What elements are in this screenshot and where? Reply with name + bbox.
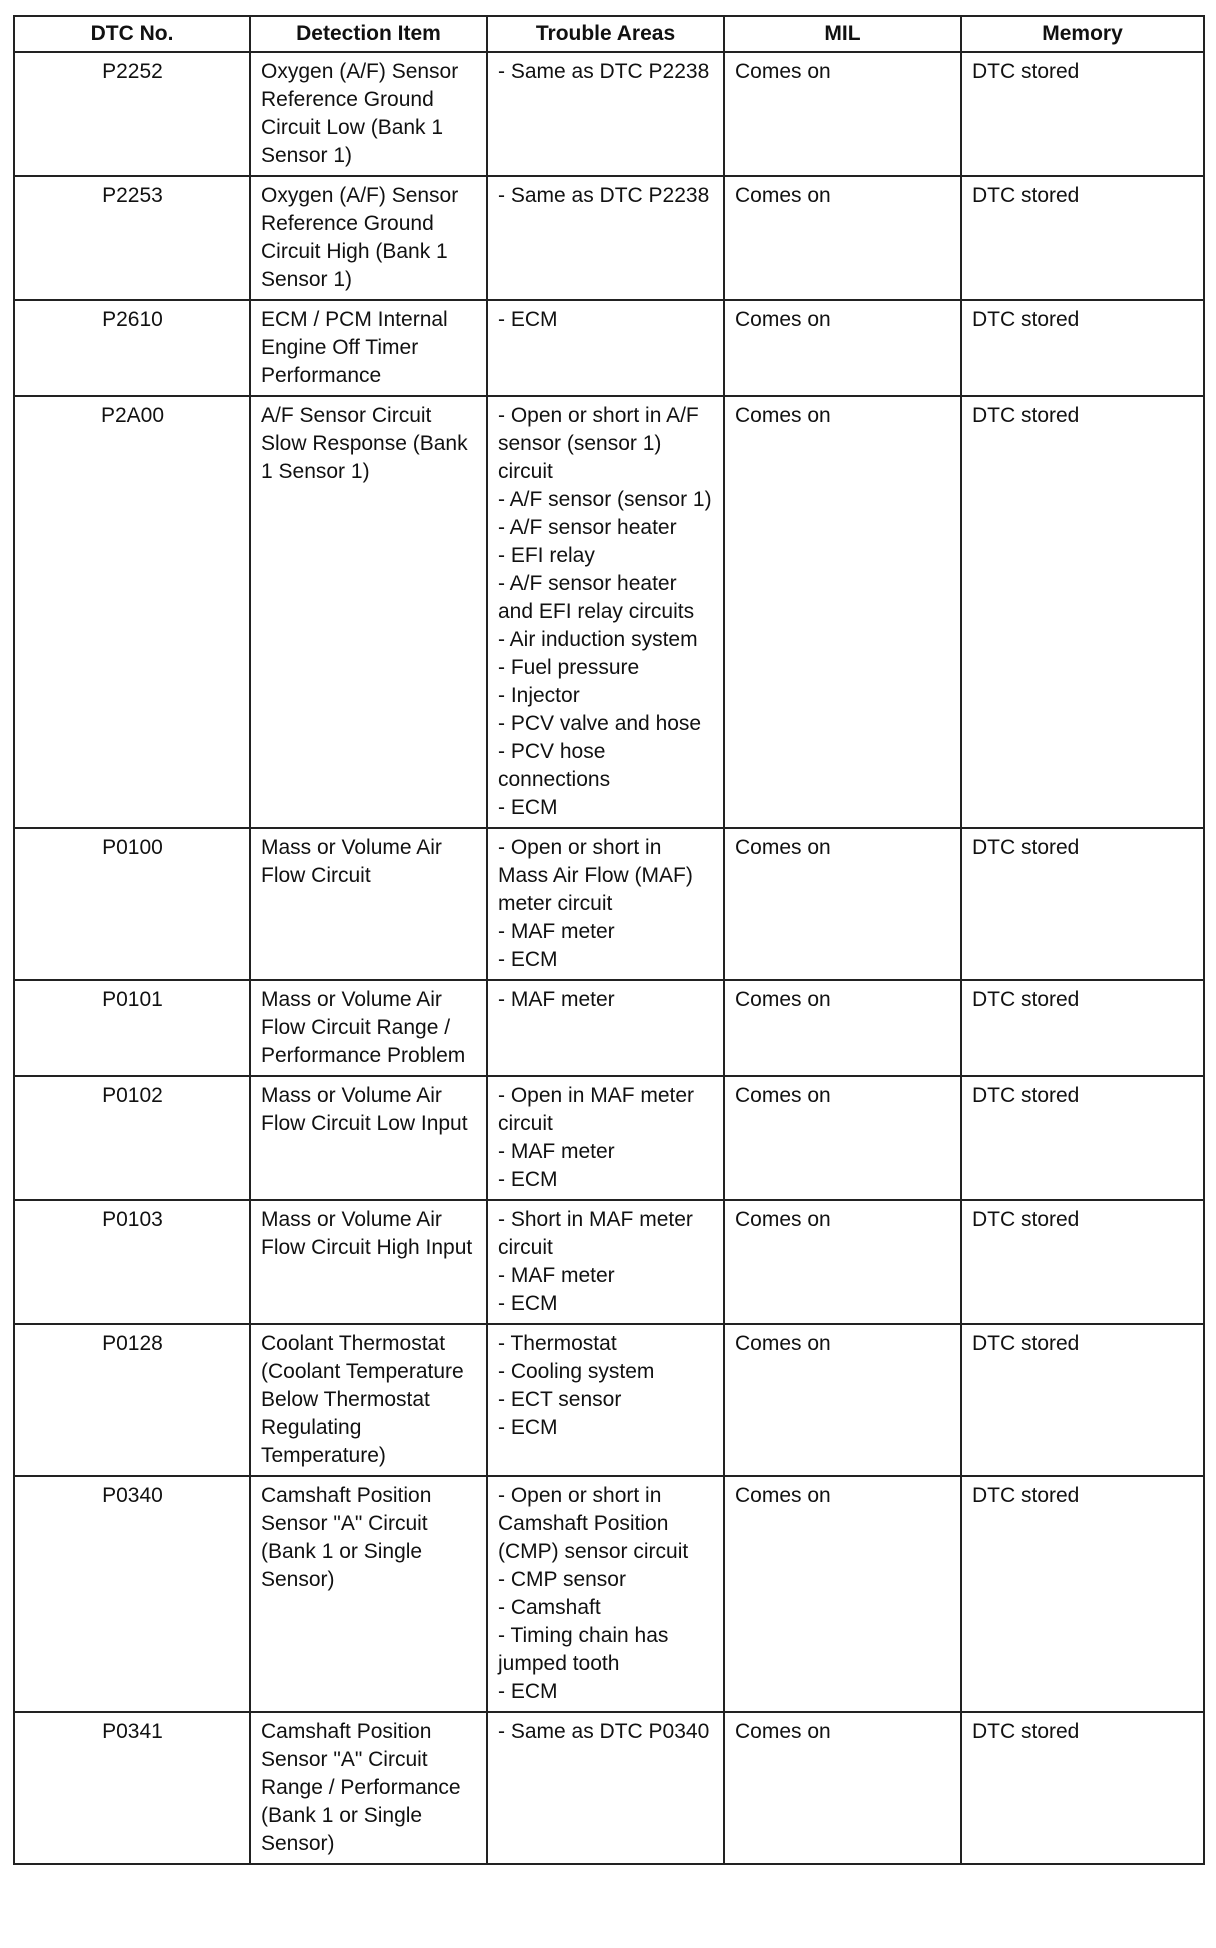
table-row: [14, 980, 1204, 1076]
mil-cell: Comes on: [724, 300, 961, 396]
memory-cell: DTC stored: [961, 52, 1204, 176]
table-row: [14, 300, 1204, 396]
detection-item-cell: ECM / PCM Internal Engine Off Timer Performance: [250, 300, 487, 396]
dtc-code-cell: P0128: [14, 1324, 250, 1476]
trouble-area-line: - Camshaft: [498, 1596, 601, 1619]
trouble-area-line: - ECM: [498, 948, 558, 971]
detection-item-cell: Mass or Volume Air Flow Circuit Low Input: [250, 1076, 487, 1200]
memory-cell: DTC stored: [961, 176, 1204, 300]
table-row: [14, 396, 1204, 828]
trouble-area-line: - Open or short in Mass Air Flow (MAF) meter circuit: [498, 836, 693, 915]
table-row: [14, 1712, 1204, 1864]
memory-cell: DTC stored: [961, 980, 1204, 1076]
trouble-area-line: - MAF meter: [498, 1264, 615, 1287]
trouble-area-line: - Thermostat: [498, 1332, 617, 1355]
table-row: [14, 1200, 1204, 1324]
detection-item-cell: Oxygen (A/F) Sensor Reference Ground Circuit High (Bank 1 Sensor 1): [250, 176, 487, 300]
detection-item-cell: Camshaft Position Sensor "A" Circuit (Bank 1 or Single Sensor): [250, 1476, 487, 1712]
trouble-area-line: - A/F sensor (sensor 1): [498, 488, 712, 511]
trouble-area-line: - ECM: [498, 1168, 558, 1191]
detection-item-cell: A/F Sensor Circuit Slow Response (Bank 1 Sensor 1): [250, 396, 487, 828]
header-detection-item: Detection Item: [250, 16, 487, 52]
table-body: [14, 52, 1204, 1864]
mil-cell: Comes on: [724, 1076, 961, 1200]
memory-cell: DTC stored: [961, 1200, 1204, 1324]
dtc-code-cell: P0101: [14, 980, 250, 1076]
mil-cell: Comes on: [724, 1476, 961, 1712]
trouble-area-line: - ECM: [498, 1416, 558, 1439]
trouble-areas-cell: [487, 176, 724, 300]
dtc-code-cell: P0341: [14, 1712, 250, 1864]
memory-cell: DTC stored: [961, 1324, 1204, 1476]
trouble-area-line: - Fuel pressure: [498, 656, 640, 679]
trouble-area-line: - ECM: [498, 1680, 558, 1703]
detection-item-cell: Coolant Thermostat (Coolant Temperature Below Thermostat Regulating Temperature): [250, 1324, 487, 1476]
trouble-area-line: - ECM: [498, 796, 558, 819]
dtc-code-cell: P0102: [14, 1076, 250, 1200]
trouble-area-line: - Cooling system: [498, 1360, 655, 1383]
detection-item-cell: Mass or Volume Air Flow Circuit Range / Performance Problem: [250, 980, 487, 1076]
memory-cell: DTC stored: [961, 1476, 1204, 1712]
detection-item-cell: Mass or Volume Air Flow Circuit High Input: [250, 1200, 487, 1324]
dtc-document: [13, 15, 1203, 1865]
trouble-areas-cell: [487, 828, 724, 980]
dtc-code-cell: P0103: [14, 1200, 250, 1324]
memory-cell: DTC stored: [961, 828, 1204, 980]
trouble-area-line: - Open or short in Camshaft Position (CMP) sensor circuit: [498, 1484, 689, 1563]
trouble-area-line: - Same as DTC P2238: [498, 60, 710, 83]
trouble-area-line: - Open in MAF meter circuit: [498, 1084, 695, 1135]
trouble-areas-cell: [487, 52, 724, 176]
header-mil: MIL: [724, 16, 961, 52]
mil-cell: Comes on: [724, 828, 961, 980]
table-row: [14, 1324, 1204, 1476]
memory-cell: DTC stored: [961, 1712, 1204, 1864]
memory-cell: DTC stored: [961, 1076, 1204, 1200]
trouble-area-line: - PCV valve and hose: [498, 712, 702, 735]
memory-cell: DTC stored: [961, 300, 1204, 396]
trouble-area-line: - EFI relay: [498, 544, 595, 567]
trouble-area-line: - Short in MAF meter circuit: [498, 1208, 693, 1259]
table-row: [14, 176, 1204, 300]
trouble-areas-cell: [487, 1076, 724, 1200]
trouble-areas-cell: [487, 396, 724, 828]
dtc-code-cell: P2252: [14, 52, 250, 176]
trouble-area-line: - Injector: [498, 684, 580, 707]
table-header-row: [14, 16, 1204, 52]
header-trouble-areas: Trouble Areas: [487, 16, 724, 52]
trouble-areas-cell: [487, 300, 724, 396]
trouble-area-line: - A/F sensor heater and EFI relay circuits: [498, 572, 695, 623]
mil-cell: Comes on: [724, 980, 961, 1076]
trouble-areas-cell: [487, 980, 724, 1076]
memory-cell: DTC stored: [961, 396, 1204, 828]
trouble-area-line: - Timing chain has jumped tooth: [498, 1624, 669, 1675]
table-row: [14, 1076, 1204, 1200]
trouble-area-line: - MAF meter: [498, 988, 615, 1011]
dtc-code-cell: P2253: [14, 176, 250, 300]
trouble-area-line: - Air induction system: [498, 628, 698, 651]
mil-cell: Comes on: [724, 52, 961, 176]
dtc-table: [13, 15, 1205, 1865]
trouble-area-line: - ECM: [498, 1292, 558, 1315]
table-row: [14, 828, 1204, 980]
mil-cell: Comes on: [724, 1712, 961, 1864]
header-dtc-no: DTC No.: [14, 16, 250, 52]
trouble-area-line: - MAF meter: [498, 1140, 615, 1163]
mil-cell: Comes on: [724, 1324, 961, 1476]
trouble-areas-cell: [487, 1712, 724, 1864]
trouble-areas-cell: [487, 1200, 724, 1324]
dtc-code-cell: P0340: [14, 1476, 250, 1712]
mil-cell: Comes on: [724, 396, 961, 828]
trouble-area-line: - Same as DTC P2238: [498, 184, 710, 207]
dtc-code-cell: P2610: [14, 300, 250, 396]
trouble-area-line: - Same as DTC P0340: [498, 1720, 710, 1743]
dtc-code-cell: P0100: [14, 828, 250, 980]
dtc-code-cell: P2A00: [14, 396, 250, 828]
mil-cell: Comes on: [724, 1200, 961, 1324]
detection-item-cell: Camshaft Position Sensor "A" Circuit Range / Performance (Bank 1 or Single Sensor): [250, 1712, 487, 1864]
table-row: [14, 52, 1204, 176]
trouble-area-line: - CMP sensor: [498, 1568, 626, 1591]
trouble-area-line: - Open or short in A/F sensor (sensor 1) circuit: [498, 404, 699, 483]
trouble-areas-cell: [487, 1324, 724, 1476]
detection-item-cell: Mass or Volume Air Flow Circuit: [250, 828, 487, 980]
trouble-area-line: - ECT sensor: [498, 1388, 622, 1411]
table-row: [14, 1476, 1204, 1712]
trouble-areas-cell: [487, 1476, 724, 1712]
header-memory: Memory: [961, 16, 1204, 52]
trouble-area-line: - PCV hose connections: [498, 740, 611, 791]
trouble-area-line: - ECM: [498, 308, 558, 331]
detection-item-cell: Oxygen (A/F) Sensor Reference Ground Circuit Low (Bank 1 Sensor 1): [250, 52, 487, 176]
mil-cell: Comes on: [724, 176, 961, 300]
trouble-area-line: - MAF meter: [498, 920, 615, 943]
trouble-area-line: - A/F sensor heater: [498, 516, 677, 539]
